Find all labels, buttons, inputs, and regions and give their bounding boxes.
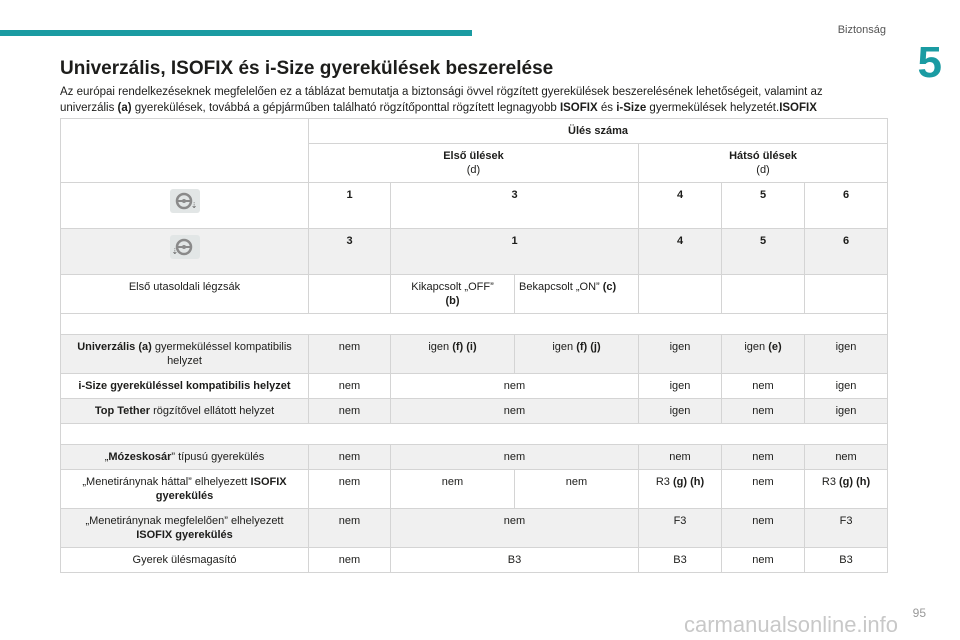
intro-text: és	[597, 102, 617, 114]
table-row	[61, 119, 888, 144]
booster-label: Gyerek ülésmagasító	[61, 548, 309, 573]
steering-wheel-left-icon: ⇣	[170, 189, 200, 213]
universal-cell: igen	[639, 335, 722, 374]
moses-cell: nem	[391, 445, 639, 470]
intro-bold: ISOFIX	[779, 102, 817, 114]
toptether-label	[61, 399, 309, 424]
universal-cell: igen	[805, 335, 888, 374]
universal-label-bold: Univerzális (a)	[77, 341, 152, 353]
forward-cell: F3	[805, 509, 888, 548]
airbag-on-note: (c)	[602, 281, 617, 293]
front-seats-note: (d)	[466, 164, 481, 176]
forward-label	[61, 509, 309, 548]
cell-note: (e)	[768, 341, 782, 353]
rear-seats-note: (d)	[756, 164, 770, 176]
spacer-row	[61, 314, 888, 335]
rhd-seat-5: 6	[805, 229, 888, 275]
lhd-seat-1: 1	[309, 183, 391, 229]
airbag-on	[515, 275, 639, 314]
seat-number-header: Ülés száma	[309, 119, 888, 144]
rear-seats-header	[639, 144, 888, 183]
intro-paragraph	[60, 84, 880, 116]
cell-note: (g) (h)	[672, 476, 705, 488]
steering-wheel-right-icon: ⇣	[170, 235, 200, 259]
toptether-label-text: rögzítővel ellátott helyzet	[150, 405, 275, 417]
rearward-label	[61, 470, 309, 509]
rearward-cell	[805, 470, 888, 509]
lhd-icon-cell	[61, 183, 309, 229]
airbag-off-note: (b)	[445, 295, 460, 307]
cell-text: igen	[744, 341, 769, 353]
rear-seats-label: Hátsó ülések	[729, 150, 797, 162]
intro-text: gyermekülések helyzetét.	[646, 102, 780, 114]
cell-note: (f) (i)	[452, 341, 477, 353]
forward-label-bold: ISOFIX gyerekülés	[136, 529, 233, 541]
toptether-cell: nem	[391, 399, 639, 424]
forward-cell: nem	[722, 509, 805, 548]
rhd-seat-1: 3	[309, 229, 391, 275]
lhd-seat-3: 4	[639, 183, 722, 229]
isofix-table	[60, 118, 888, 573]
isize-cell: nem	[309, 374, 391, 399]
airbag-empty	[805, 275, 888, 314]
table-row	[61, 275, 888, 314]
booster-cell: B3	[391, 548, 639, 573]
spacer-row	[61, 424, 888, 445]
moses-cell: nem	[805, 445, 888, 470]
airbag-empty	[639, 275, 722, 314]
chapter-number: 5	[917, 38, 942, 87]
lhd-seat-5: 6	[805, 183, 888, 229]
forward-cell: F3	[639, 509, 722, 548]
rearward-cell: nem	[309, 470, 391, 509]
section-name: Biztonság	[837, 24, 886, 36]
intro-text: gyerekülések, továbbá a gépjárműben található rögzítőponttal rögzített legnagyobb	[131, 102, 560, 114]
table-row	[61, 374, 888, 399]
spacer-cell	[61, 424, 888, 445]
toptether-label-bold: Top Tether	[94, 405, 151, 417]
cell-text: igen	[428, 341, 453, 353]
toptether-cell: nem	[722, 399, 805, 424]
rearward-cell	[639, 470, 722, 509]
page-title: Univerzális, ISOFIX és i-Size gyerekülések beszerelése	[60, 58, 554, 79]
booster-cell: B3	[805, 548, 888, 573]
watermark: carmanualsonline.info	[684, 612, 899, 637]
intro-bold: (a)	[117, 102, 132, 114]
cell-text: R3	[821, 476, 839, 488]
airbag-label: Első utasoldali légzsák	[61, 275, 309, 314]
isize-cell: igen	[639, 374, 722, 399]
rhd-seat-2: 1	[391, 229, 639, 275]
table-row	[61, 470, 888, 509]
moses-label-text: ” típusú gyerekülés	[171, 451, 265, 463]
toptether-cell: igen	[639, 399, 722, 424]
booster-cell: nem	[722, 548, 805, 573]
spacer-cell	[61, 314, 888, 335]
table-row	[61, 548, 888, 573]
moses-quote: „	[104, 451, 109, 463]
universal-cell	[391, 335, 515, 374]
toptether-cell: nem	[309, 399, 391, 424]
table-row	[61, 229, 888, 275]
intro-bold: i-Size	[616, 102, 647, 114]
isize-cell: nem	[391, 374, 639, 399]
isize-label: i-Size gyereküléssel kompatibilis helyzet	[61, 374, 309, 399]
booster-cell: nem	[309, 548, 391, 573]
cell-text: igen	[552, 341, 577, 353]
airbag-empty	[722, 275, 805, 314]
airbag-on-text: Bekapcsolt „ON”	[519, 281, 600, 293]
forward-label-text: „Menetiránynak megfelelően” elhelyezett	[85, 515, 284, 527]
universal-label-text: gyermeküléssel kompatibilis helyzet	[151, 341, 292, 367]
moses-label-bold: Mózeskosár	[108, 451, 172, 463]
lhd-seat-2: 3	[391, 183, 639, 229]
moses-cell: nem	[309, 445, 391, 470]
table-row	[61, 445, 888, 470]
universal-label	[61, 335, 309, 374]
rearward-label-bold: gyerekülés	[155, 490, 214, 502]
rhd-seat-3: 4	[639, 229, 722, 275]
airbag-empty	[309, 275, 391, 314]
rearward-cell: nem	[391, 470, 515, 509]
front-seats-label: Első ülések	[443, 150, 504, 162]
airbag-off-text: Kikapcsolt „OFF”	[411, 281, 494, 293]
lhd-seat-4: 5	[722, 183, 805, 229]
empty-header-cell	[61, 119, 309, 183]
rearward-cell: nem	[515, 470, 639, 509]
table-row	[61, 399, 888, 424]
cell-text: R3	[655, 476, 673, 488]
rhd-icon-cell	[61, 229, 309, 275]
cell-note: (g) (h)	[839, 476, 871, 488]
moses-label	[61, 445, 309, 470]
universal-cell	[515, 335, 639, 374]
rearward-cell: nem	[722, 470, 805, 509]
moses-cell: nem	[722, 445, 805, 470]
table-row	[61, 335, 888, 374]
rearward-label-text: „Menetiránynak háttal” elhelyezett	[82, 476, 251, 488]
moses-cell: nem	[639, 445, 722, 470]
forward-cell: nem	[309, 509, 391, 548]
top-accent-bar	[0, 30, 472, 36]
cell-note: (f) (j)	[576, 341, 601, 353]
intro-bold: ISOFIX	[559, 102, 598, 114]
airbag-off	[391, 275, 515, 314]
isize-cell: nem	[722, 374, 805, 399]
toptether-cell: igen	[805, 399, 888, 424]
forward-cell: nem	[391, 509, 639, 548]
isize-cell: igen	[805, 374, 888, 399]
intro-text: Az európai rendelkezéseknek megfelelően ez a táblázat bemutatja a biztonsági övvel rögzített gyerekülések beszerelésének lehetőségeit, valamint az univerzális	[60, 86, 823, 114]
page-number: 95	[912, 606, 926, 620]
universal-cell: nem	[309, 335, 391, 374]
front-seats-header	[309, 144, 639, 183]
rhd-seat-4: 5	[722, 229, 805, 275]
table-row	[61, 183, 888, 229]
universal-cell	[722, 335, 805, 374]
rearward-label-bold: ISOFIX	[250, 476, 287, 488]
booster-cell: B3	[639, 548, 722, 573]
table-row	[61, 509, 888, 548]
